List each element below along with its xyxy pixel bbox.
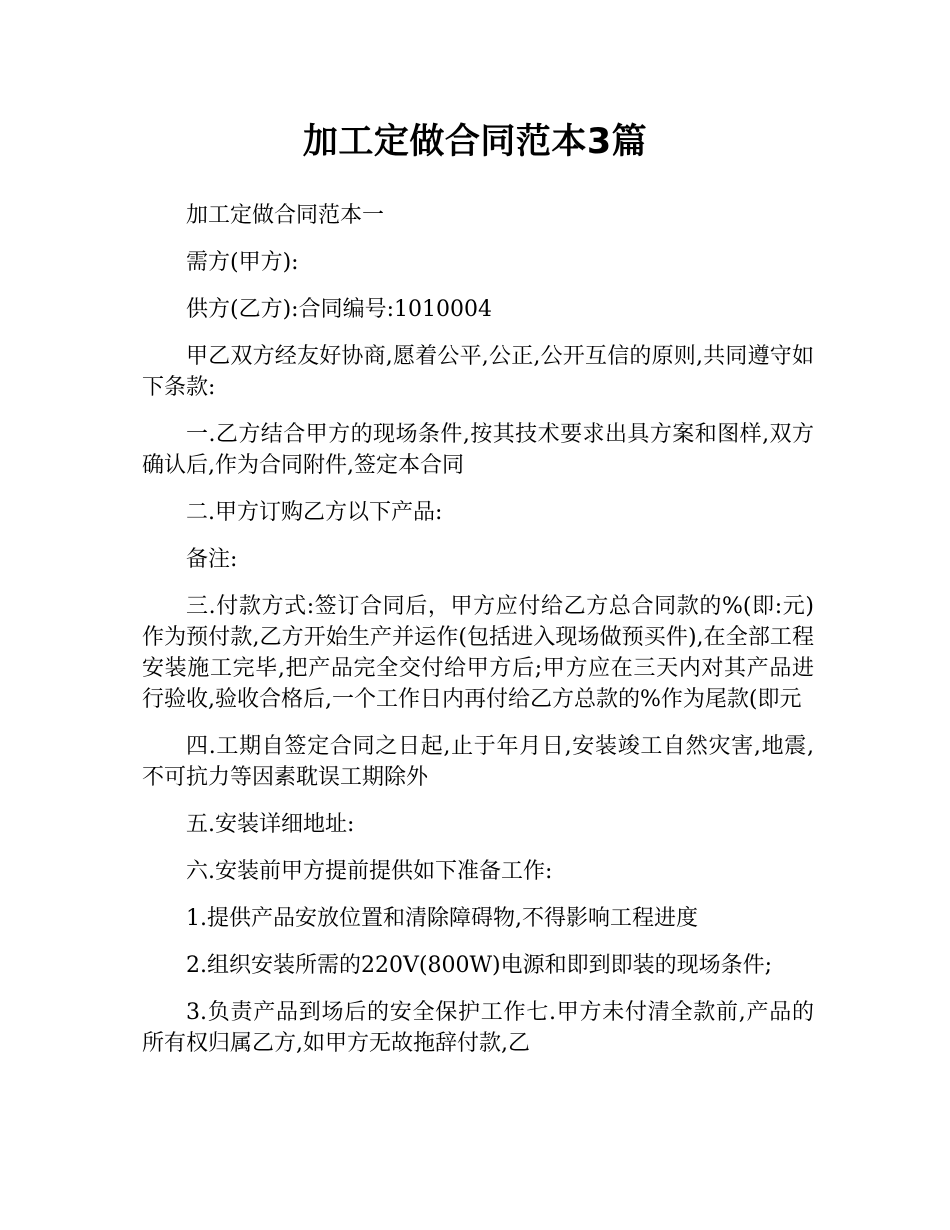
paragraph-clause-2: 二.甲方订购乙方以下产品:	[186, 500, 443, 525]
paragraph-party-b: 供方(乙方):合同编号:1010004	[186, 297, 492, 322]
paragraph-clause-6: 六.安装前甲方提前提供如下准备工作:	[186, 859, 553, 884]
document-title: 加工定做合同范本3篇	[302, 122, 648, 162]
paragraph-item-3: 3.负责产品到场后的安全保护工作七.甲方未付清全款前,产品的所有权归属乙方,如甲方无故拖辞付款,乙	[142, 1000, 814, 1056]
paragraph-party-a: 需方(甲方):	[186, 250, 299, 275]
paragraph-preamble: 甲乙双方经友好协商,愿着公平,公正,公开互信的原则,共同遵守如下条款:	[142, 344, 814, 400]
paragraph-remarks: 备注:	[186, 547, 238, 572]
paragraph-clause-4: 四.工期自签定合同之日起,止于年月日,安装竣工自然灾害,地震,不可抗力等因素耽误工期除外	[142, 734, 814, 790]
paragraph-clause-5: 五.安装详细地址:	[186, 812, 355, 837]
paragraph-contract-heading: 加工定做合同范本一	[186, 203, 385, 228]
paragraph-item-1: 1.提供产品安放位置和清除障碍物,不得影响工程进度	[186, 906, 698, 931]
paragraph-clause-3: 三.付款方式:签订合同后，甲方应付给乙方总合同款的%(即:元)作为预付款,乙方开始生产并运作(包括进入现场做预买件),在全部工程安装施工完毕,把产品完全交付给甲方后;甲方应在三天内对其产品进行验收,验收合格后,一个工作日内再付给乙方总款的%作为尾款(即元	[142, 594, 814, 712]
paragraph-clause-1: 一.乙方结合甲方的现场条件,按其技术要求出具方案和图样,双方确认后,作为合同附件,签定本合同	[142, 422, 814, 478]
paragraph-item-2: 2.组织安装所需的220V(800W)电源和即到即装的现场条件;	[186, 953, 773, 978]
document-body	[142, 200, 814, 1075]
